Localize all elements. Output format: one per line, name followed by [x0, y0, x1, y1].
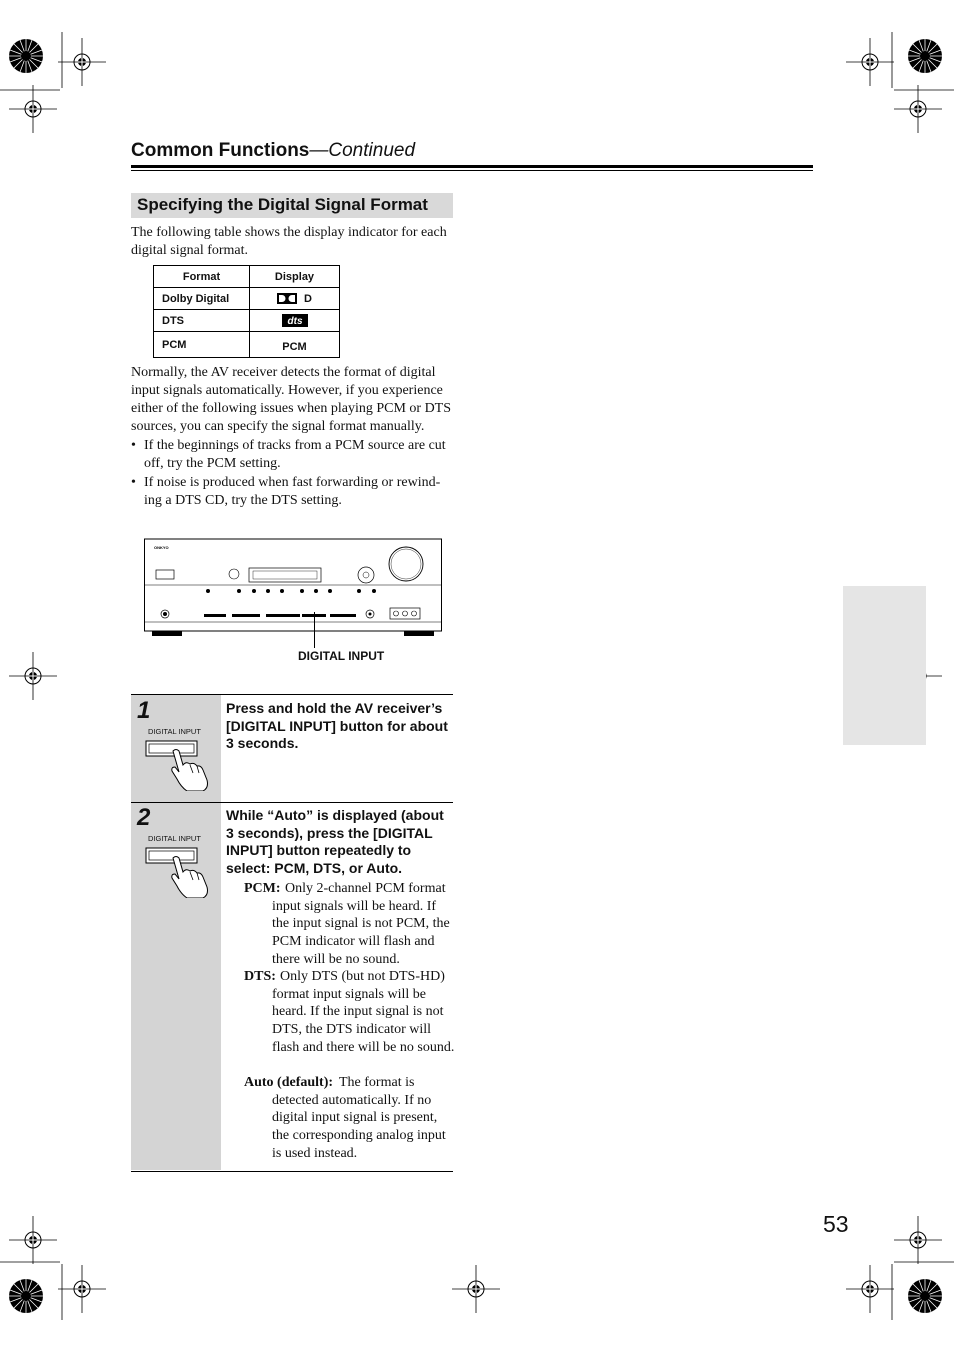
list-item [131, 437, 451, 473]
step-2-number: 2 [137, 804, 151, 831]
table-row [154, 288, 340, 310]
corner-mark-bottom-left [0, 1262, 62, 1320]
bullet-text: If the beginnings of tracks from a PCM source are cut off, try the PCM setting. [144, 438, 446, 471]
corner-mark-bottom-right [892, 1262, 954, 1320]
page-number: 53 [823, 1211, 849, 1237]
side-tab [843, 586, 926, 745]
table-row [154, 310, 340, 332]
option-desc: Only 2-channel PCM format input signals will be heard. If the input signal is not PCM, the PCM indicator will flash and there will be no sound. [272, 881, 450, 967]
press-button-hand-icon [145, 846, 215, 898]
table-cell-display [250, 310, 340, 332]
intro-text: The following table shows the display indicator for each digital signal format. [131, 225, 447, 258]
table-header-format: Format [154, 266, 250, 288]
press-button-hand-icon [145, 739, 215, 791]
table-cell-display [250, 288, 340, 310]
option-pcm-line [244, 880, 454, 898]
option-pcm [244, 880, 454, 968]
header-title: Common Functions—Continued [131, 140, 416, 161]
table-header-row [154, 266, 340, 288]
option-term: DTS: [244, 969, 276, 984]
section-title: Specifying the Digital Signal Format [137, 195, 428, 214]
receiver-front-panel-illustration [144, 538, 442, 638]
table-cell-format: PCM [154, 332, 250, 358]
table-row [154, 332, 340, 358]
option-desc: Only DTS (but not DTS-HD) format input signals will be heard. If the input signal is not DTS, the DTS indicator will flash and there will be no sound. [272, 969, 455, 1055]
step-1-instruction: Press and hold the AV receiver’s [DIGITAL INPUT] button for about 3 seconds. [226, 700, 448, 751]
option-desc: The format is detected automatically. If no digital input signal is present, the corresponding analog input is used instead. [272, 1075, 446, 1161]
step-2-button-label: DIGITAL INPUT [148, 834, 201, 843]
step-1-button-label: DIGITAL INPUT [148, 727, 201, 736]
step-1-number: 1 [137, 697, 151, 724]
dolby-d-letter: D [304, 292, 312, 305]
step-2-instruction: While “Auto” is displayed (about 3 seconds), press the [DIGITAL INPUT] button repeatedly to select: PCM, DTS, or Auto. [226, 807, 444, 876]
header-rule-thin [131, 170, 813, 171]
header-rule [131, 165, 813, 168]
table-cell-display: PCM [250, 332, 340, 358]
table-header-display: Display [250, 266, 340, 288]
svg-text:dts: dts [287, 316, 302, 327]
svg-text:ONKYO: ONKYO [154, 545, 169, 550]
bullet-dot: • [131, 475, 136, 490]
option-auto [244, 1074, 454, 1164]
step-divider [131, 1171, 453, 1172]
list-item [131, 474, 451, 510]
corner-mark-top-left [0, 32, 62, 90]
option-term: PCM: [244, 881, 281, 896]
option-term: Auto (default): [244, 1075, 334, 1090]
callout-leader-line [314, 612, 315, 648]
format-table [153, 265, 340, 358]
dolby-dd-logo-icon [277, 293, 297, 304]
body-paragraph: Normally, the AV receiver detects the format of digital input signals automatically. However, if you experience either of the following issues when playing PCM or DTS sources, you can specify the signal format manually. [131, 365, 452, 434]
bullet-text: If noise is produced when fast forwarding or rewind-ing a DTS CD, try the DTS setting. [144, 475, 441, 508]
bullet-dot: • [131, 438, 136, 453]
table-cell-format: DTS [154, 310, 250, 332]
table-cell-format: Dolby Digital [154, 288, 250, 310]
corner-mark-top-right [892, 32, 954, 90]
callout-label: DIGITAL INPUT [298, 649, 385, 663]
dts-logo-icon [282, 314, 308, 327]
option-dts [244, 968, 454, 1074]
